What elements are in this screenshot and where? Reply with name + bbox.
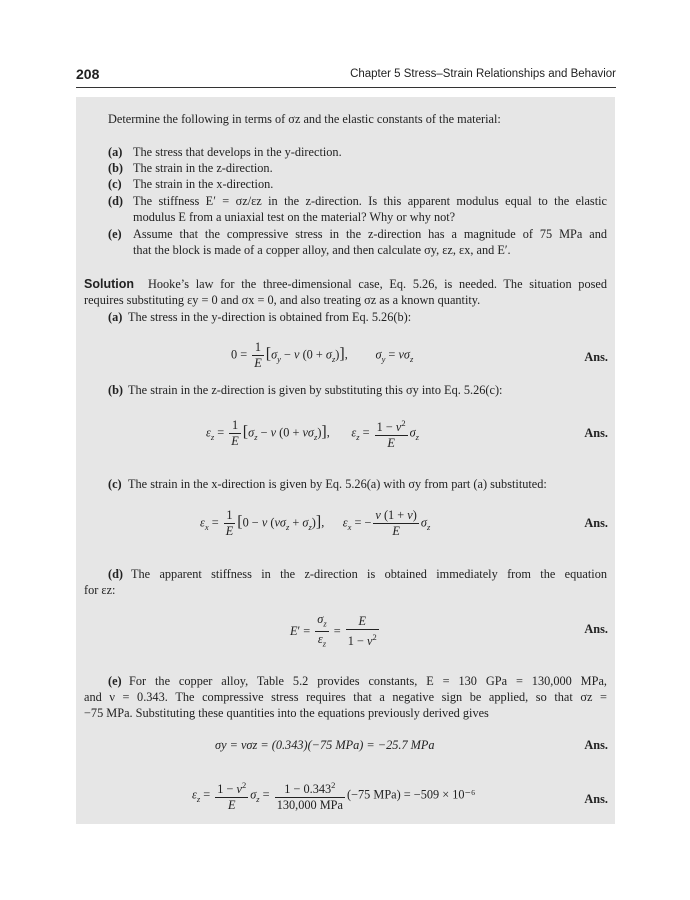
header-rule xyxy=(76,87,616,88)
part-b-label: (b) xyxy=(108,383,124,397)
problem-intro: Determine the following in terms of σz and the elastic constants of the material: xyxy=(108,112,501,126)
part-c-text: The strain in the x-direction is given by Eq. 5.26(a) with σy from part (a) substituted: xyxy=(128,477,547,491)
page-number: 208 xyxy=(76,66,100,82)
part-b-text: The strain in the z-direction is given by substituting this σy into Eq. 5.26(c): xyxy=(128,383,503,397)
equation-e2: $\varepsilon_z$ = $\frac{1 - \nu^2}{E}$ $\sigma_z$ = $\frac{1 - 0.343^2}{\text{130,000 MPa}}$ (−75 MPa) = −509 × 10⁻⁶ xyxy=(192,780,476,813)
part-e-text-1: For the copper alloy, Table 5.2 provides constants, E = 130 GPa = 130,000 MPa, xyxy=(129,674,607,688)
item-label-a: (a) xyxy=(108,145,123,159)
equation-a: 0 = $\frac{1}{E}$ [$\sigma_y - \nu$ $(0 + \sigma_z)$], $\sigma_y = \nu\sigma_z$ xyxy=(231,340,414,370)
item-text-d-1: The stiffness E′ = σz/εz in the z-direction. Is this apparent modulus equal to the elastic xyxy=(133,194,607,208)
part-e-text-3: −75 MPa. Substituting these quantities into the equations previously derived gives xyxy=(84,706,489,720)
item-label-d: (d) xyxy=(108,194,124,208)
item-text-b: The strain in the z-direction. xyxy=(133,161,273,175)
chapter-title: Chapter 5 Stress–Strain Relationships and Behavior xyxy=(350,68,616,80)
item-label-c: (c) xyxy=(108,177,122,191)
ans-c: Ans. xyxy=(584,516,608,530)
ans-a: Ans. xyxy=(584,350,608,364)
part-e-label: (e) xyxy=(108,674,122,688)
equation-b: $\varepsilon_z$ = $\frac{1}{E}$ [$\sigma_z - \nu$ $(0 + \nu\sigma_z)$], $\varepsilon_z$ = $\frac{1 - \nu^2}{E}$ $\sigma_z$ xyxy=(206,418,419,451)
item-text-a: The stress that develops in the y-direction. xyxy=(133,145,342,159)
item-text-d-2: modulus E from a uniaxial test on the material? Why or why not? xyxy=(133,210,456,224)
equation-c: $\varepsilon_x$ = $\frac{1}{E}$ [0 − ν $(\nu\sigma_z + \sigma_z)$], $\varepsilon_x$ = − $\frac{\nu (1 + \nu)}{E}$ $\sigma_z$ xyxy=(200,508,431,538)
part-a-label: (a) xyxy=(108,310,123,324)
ans-d: Ans. xyxy=(584,622,608,636)
item-text-e-1: Assume that the compressive stress in the z-direction has a magnitude of 75 MPa and xyxy=(133,227,607,241)
solution-para-line-2: requires substituting εy = 0 and σx = 0, and also treating σz as a known quantity. xyxy=(84,293,481,307)
part-d-text-1: The apparent stiffness in the z-direction is obtained immediately from the equation xyxy=(131,567,607,581)
equation-e2-tail: (−75 MPa) = −509 × 10⁻⁶ xyxy=(346,787,476,802)
ans-e2: Ans. xyxy=(584,792,608,806)
item-text-e-2: that the block is made of a copper alloy, and then calculate σy, εz, εx, and E′. xyxy=(133,243,511,257)
ans-e1: Ans. xyxy=(584,738,608,752)
solution-heading: Solution xyxy=(84,277,134,291)
equation-d: E′ = $\frac{\sigma_z}{\varepsilon_z}$ = $\frac{E}{1 - \nu^2}$ xyxy=(290,612,377,649)
equation-e1: σy = νσz = (0.343)(−75 MPa) = −25.7 MPa xyxy=(215,738,435,752)
part-a-text: The stress in the y-direction is obtained from Eq. 5.26(b): xyxy=(128,310,412,324)
item-label-b: (b) xyxy=(108,161,124,175)
part-d-label: (d) xyxy=(108,567,124,581)
item-text-c: The strain in the x-direction. xyxy=(133,177,274,191)
part-e-text-2: and ν = 0.343. The compressive stress requires that a negative sign be applied, so that σz = xyxy=(84,690,607,704)
item-label-e: (e) xyxy=(108,227,122,241)
solution-para-line-1: Hooke’s law for the three-dimensional case, Eq. 5.26, is needed. The situation posed xyxy=(148,277,607,291)
part-d-text-2: for εz: xyxy=(84,583,116,597)
ans-b: Ans. xyxy=(584,426,608,440)
part-c-label: (c) xyxy=(108,477,122,491)
